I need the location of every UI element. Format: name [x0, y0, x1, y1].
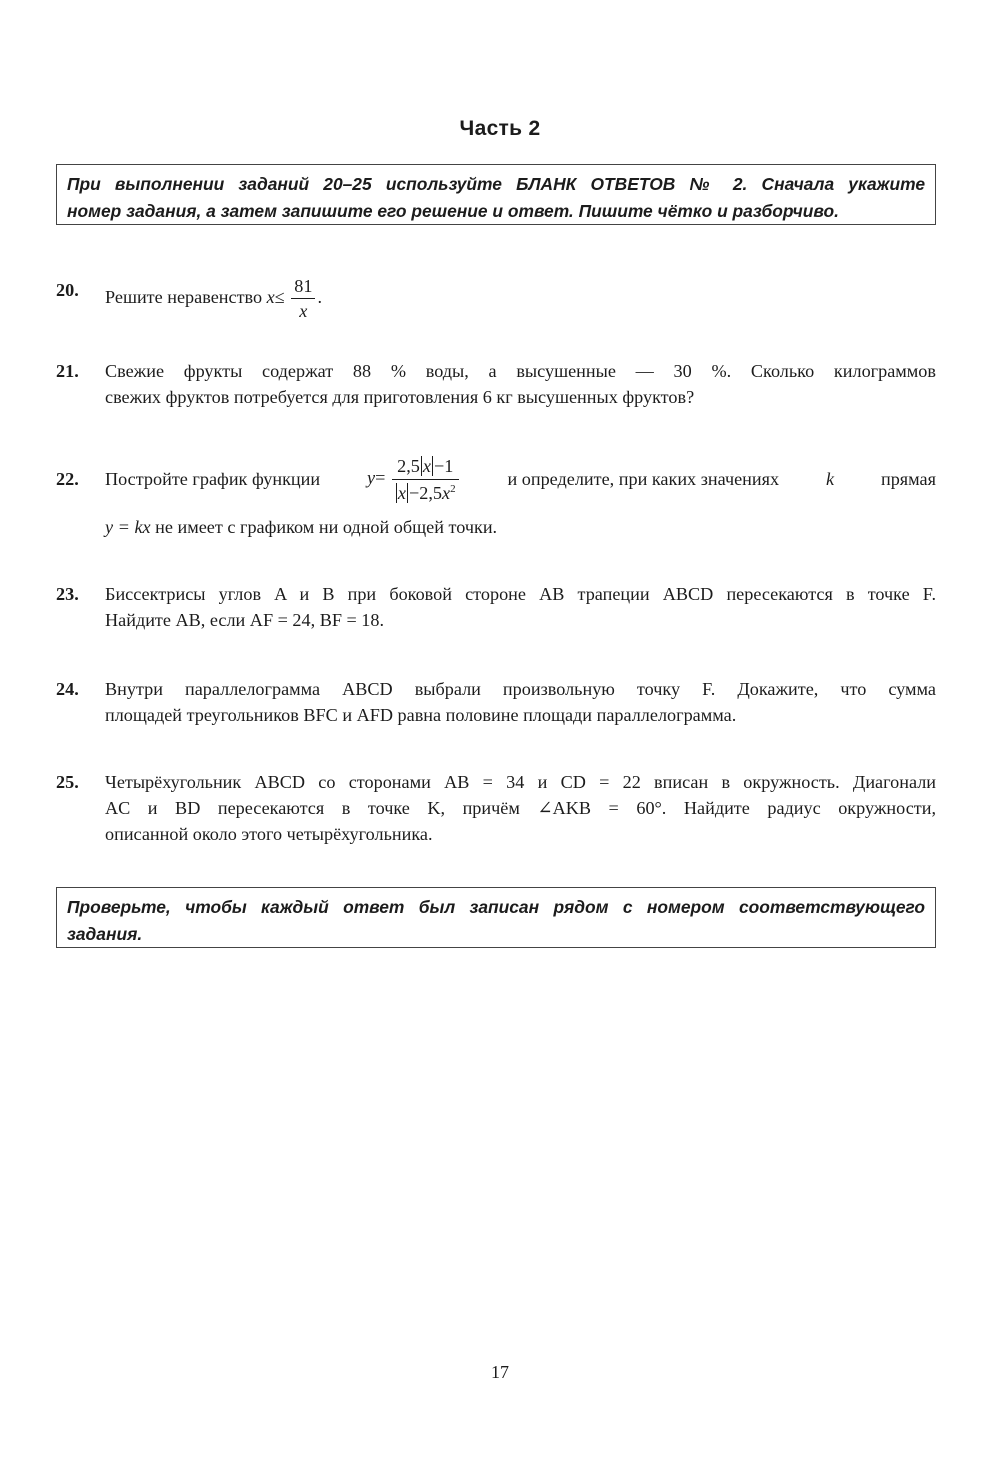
task-21-line-2: свежих фруктов потребуется для приготовления 6 кг высушенных фруктов? [105, 387, 695, 407]
task-20-var: x [266, 287, 275, 308]
task-number: 25. [56, 772, 79, 792]
task-22-text-before: Постройте график функции [105, 469, 321, 489]
task-number: 22. [56, 469, 79, 489]
task-22-formula [367, 456, 461, 503]
task-21-line-1: Свежие фрукты содержат 88 % воды, а высушенные — 30 %. Сколько килограммов [105, 361, 936, 381]
task-22-line2-text: не имеет с графиком ни одной общей точки. [155, 517, 498, 537]
instructions-line-2: номер задания, а затем запишите его решение и ответ. Пишите чётко и разборчиво. [67, 201, 839, 221]
task-number: 20. [56, 280, 79, 300]
task-22 [56, 455, 936, 540]
den-x: x [397, 482, 406, 503]
task-23-line-2: Найдите AB, если AF = 24, BF = 18. [105, 610, 385, 630]
instructions-line-1: При выполнении заданий 20–25 используйте БЛАНК ОТВЕТОВ № 2. Сначала укажите [67, 174, 925, 194]
task-20-fraction [291, 277, 315, 320]
task-20-denominator: x [299, 301, 308, 322]
final-note-line-1: Проверьте, чтобы каждый ответ был записан рядом с номером соответствующего [67, 897, 925, 917]
task-22-denominator [392, 480, 459, 503]
task-number: 24. [56, 679, 79, 699]
task-20 [56, 277, 936, 320]
task-25 [56, 769, 936, 847]
num-x: x [422, 455, 431, 476]
task-25-line-3: описанной около этого четырёхугольника. [105, 824, 433, 844]
part-title: Часть 2 [459, 117, 541, 140]
task-23-line-1: Биссектрисы углов A и B при боковой стороне AB трапеции ABCD пересекаются в точке F. [105, 584, 936, 604]
task-24 [56, 676, 936, 728]
page-number: 17 [491, 1362, 509, 1382]
den-exp: 2 [450, 482, 456, 495]
task-25-line-2: AC и BD пересекаются в точке K, причём ∠AKB = 60°. Найдите радиус окружности, [105, 798, 936, 818]
task-24-line-1: Внутри параллелограмма ABCD выбрали произвольную точку F. Докажите, что сумма [105, 679, 936, 699]
num-const: −1 [433, 455, 454, 476]
task-25-line-1: Четырёхугольник ABCD со сторонами AB = 34 и CD = 22 вписан в окружность. Диагонали [105, 772, 936, 792]
task-number: 23. [56, 584, 79, 604]
task-22-eq: = [375, 467, 386, 488]
task-20-rel: ≤ [274, 287, 285, 308]
task-20-numerator: 81 [291, 277, 315, 299]
instructions-box [56, 164, 936, 225]
num-coef: 2,5 [397, 455, 420, 476]
task-21 [56, 358, 936, 410]
final-note-box [56, 887, 936, 948]
final-note-line-2: задания. [67, 924, 143, 944]
task-22-text-after2: прямая [880, 469, 936, 489]
task-23 [56, 581, 936, 633]
task-22-line2-math: y = kx [105, 517, 151, 537]
task-20-end: . [317, 287, 322, 308]
task-20-text: Решите неравенство [105, 287, 263, 308]
den-coef: −2,5 [409, 482, 442, 503]
den-x2: x [442, 482, 451, 503]
task-22-y: y [367, 467, 376, 488]
task-22-fraction [392, 456, 459, 503]
task-number: 21. [56, 361, 79, 381]
task-22-numerator [392, 456, 459, 480]
task-24-line-2: площадей треугольников BFC и AFD равна половине площади параллелограмма. [105, 705, 737, 725]
task-22-text-after: и определите, при каких значениях [507, 469, 780, 489]
task-22-k: k [826, 469, 835, 489]
